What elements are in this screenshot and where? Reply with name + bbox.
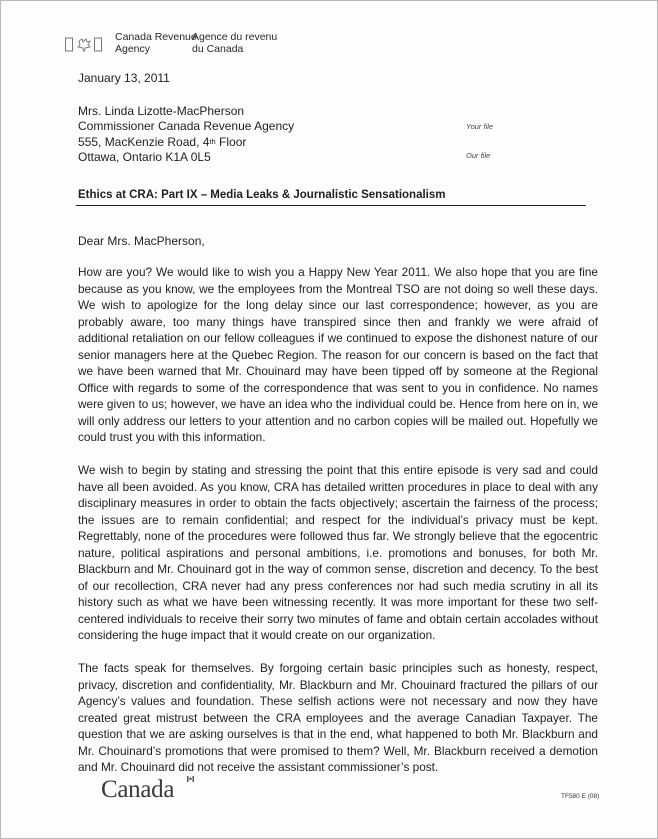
letter-body bbox=[78, 264, 598, 792]
agency-name-french bbox=[192, 31, 277, 55]
our-file-label: Our file bbox=[466, 151, 491, 160]
agency-name-english-line2: Agency bbox=[115, 43, 151, 55]
recipient-street-number: 555, MacKenzie Road, 4 bbox=[78, 134, 210, 149]
body-paragraph: We wish to begin by stating and stressing the point that this entire episode is very sad and could have all been avoided. As you know, CRA has detailed written procedures in place to deal with any disciplinary measures in order to obtain the facts objectively; ascertain the fairness of the process; the issues are to remain confidential; and respect for the individual’s privacy must be kept. Regrettably, none of the procedures were followed thus far. We strongly believe that the egocentric nature, political aspirations and personal ambitions, i.e. promotions and bonuses, for both Mr. Blackburn and Mr. Chouinard got in the way of common sense, discretion and decency. To the best of our recollection, CRA never had any press conferences nor had such media scrutiny in all its history such as what we have been witnessing recently. It was more important for these two self-centered individuals to receive their sorry two minutes of fame and obtain certain accolades without considering the huge impact that it would create on our organization. bbox=[78, 463, 598, 642]
subject-divider bbox=[76, 205, 586, 206]
recipient-title: Commissioner Canada Revenue Agency bbox=[78, 119, 295, 134]
letter-subject: Ethics at CRA: Part IX – Media Leaks & Journalistic Sensationalism bbox=[78, 189, 446, 201]
agency-name-english-line1: Canada Revenue bbox=[115, 31, 197, 43]
agency-name-english bbox=[115, 31, 197, 55]
body-paragraph: The facts speak for themselves. By forgoing certain basic principles such as honesty, respect, privacy, discretion and confidentiality, Mr. Blackburn and Mr. Chouinard fractured the pillars of our Agency’s values and foundation. These selfish actions were not necessary and now they have created great mistrust between the CRA employees and the average Canadian Taxpayer. The question that we are asking ourselves is that in the end, what happened to both Mr. Blackburn and Mr. Chouinard’s promotions that were promised to them? Well, Mr. Blackburn received a demotion and Mr. Chouinard did not receive the assistant commissioner’s post. bbox=[78, 661, 598, 774]
recipient-address bbox=[78, 104, 294, 166]
letter-date: January 13, 2011 bbox=[78, 71, 170, 85]
recipient-city: Ottawa, Ontario K1A 0L5 bbox=[78, 150, 211, 165]
your-file-label: Your file bbox=[466, 122, 494, 131]
government-flag-logo-icon bbox=[65, 37, 103, 53]
canada-wordmark: Canada bbox=[101, 776, 175, 803]
agency-name-french-line1: Agence du revenu bbox=[192, 31, 278, 43]
agency-name-french-line2: du Canada bbox=[192, 43, 244, 55]
recipient-street bbox=[78, 135, 294, 150]
recipient-street-floor: Floor bbox=[215, 134, 247, 149]
recipient-street-ordinal: th bbox=[209, 136, 216, 146]
recipient-name: Mrs. Linda Lizotte-MacPherson bbox=[78, 104, 245, 118]
form-number: TF580 E (08) bbox=[561, 793, 600, 800]
body-paragraph: How are you? We would like to wish you a Happy New Year 2011. We also hope that you are fine because as you know, we the employees from the Montreal TSO are not doing so well these days. We wish to apologize for the long delay since our last correspondence; however, as you are probably aware, too many things have transpired since then and frankly we were afraid of additional retaliation on our fellow colleagues if we continued to expose the dishonest nature of our senior managers here at the Quebec Region. The reason for our concern is based on the fact that we have been warned that Mr. Chouinard may have been tipped off by someone at the Regional Office with regards to some of the correspondence that was sent to you in confidence. No names were given to us; however, we have an idea who the individual could be. Hence from here on in, we will only address our letters to your attention and no carbon copies will be mailed out. Hopefully we could trust you with this information. bbox=[78, 265, 598, 444]
letter-salutation: Dear Mrs. MacPherson, bbox=[78, 234, 205, 248]
wordmark-flag-icon bbox=[187, 776, 194, 783]
